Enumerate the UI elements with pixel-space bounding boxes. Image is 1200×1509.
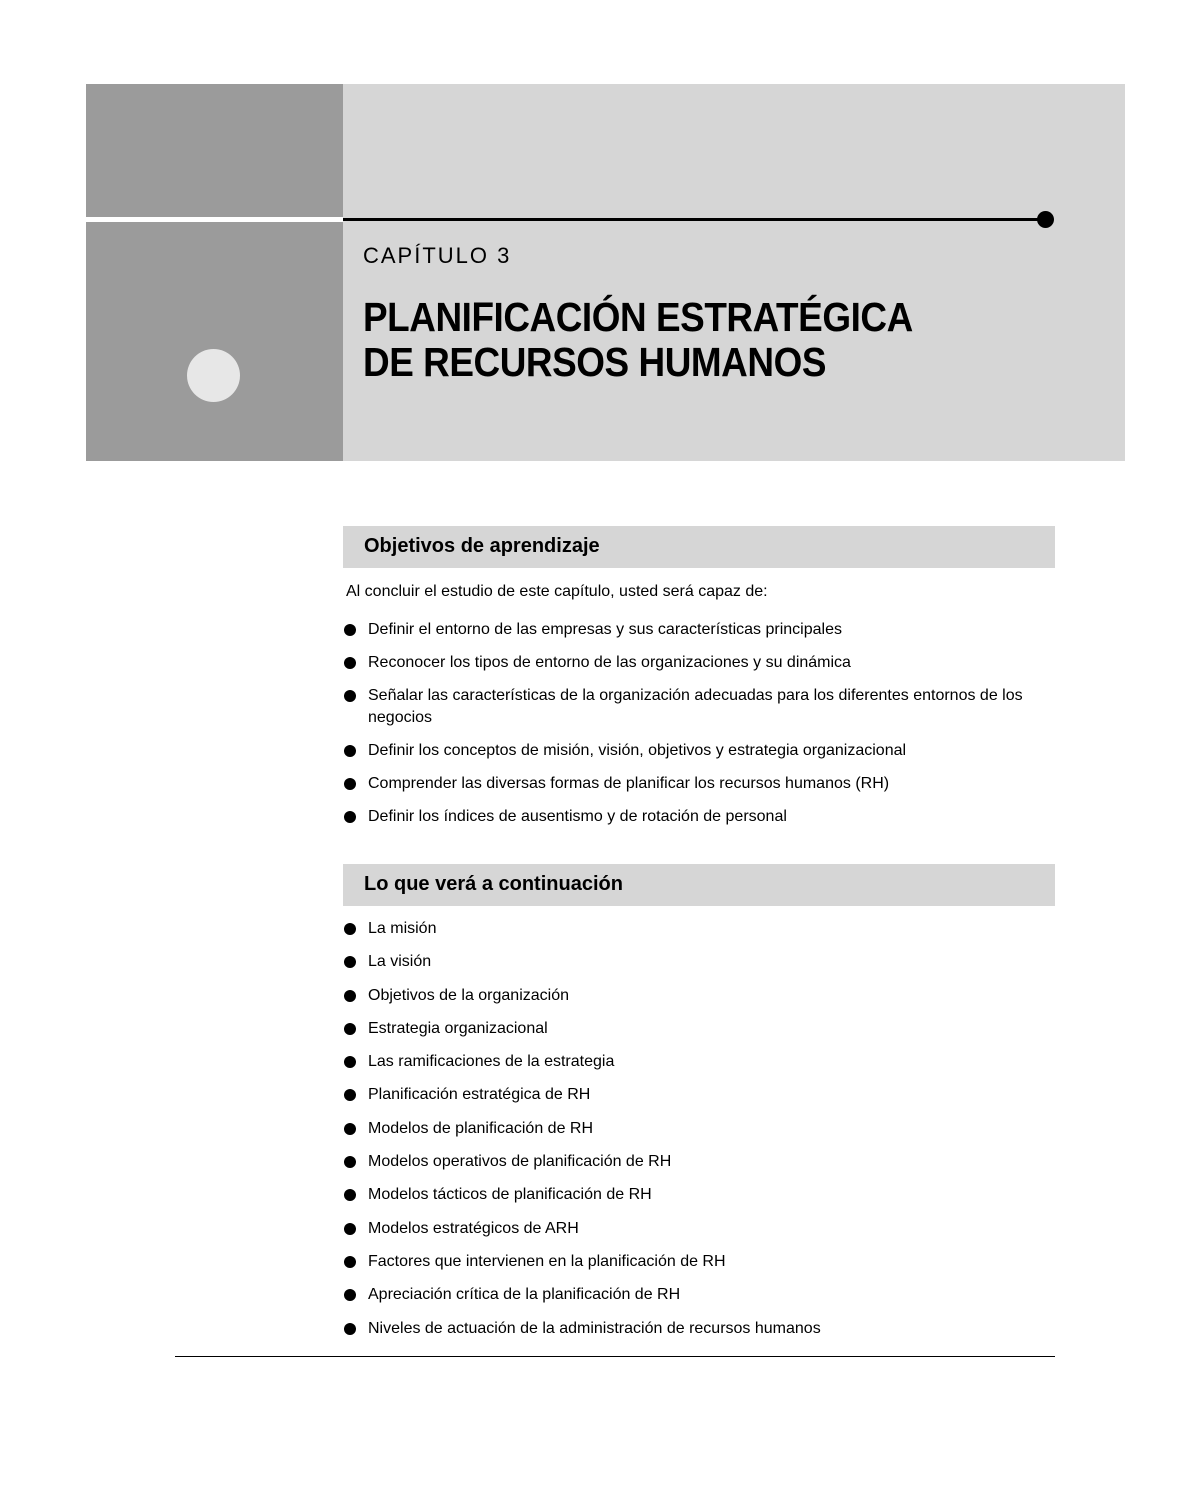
list-item: Planificación estratégica de RH xyxy=(343,1084,1043,1106)
chapter-title xyxy=(363,295,913,385)
chapter-title-line-1: PLANIFICACIÓN ESTRATÉGICA xyxy=(363,294,913,340)
contents-list xyxy=(343,918,1043,1351)
bottom-rule xyxy=(175,1356,1055,1357)
objectives-list xyxy=(343,619,1043,839)
header-rule-dot xyxy=(1037,211,1054,228)
list-item: Definir el entorno de las empresas y sus características principales xyxy=(343,619,1043,641)
header-separator xyxy=(86,217,343,222)
contents-heading: Lo que verá a continuación xyxy=(364,873,623,895)
list-item: Modelos operativos de planificación de RH xyxy=(343,1151,1043,1173)
list-item: Señalar las características de la organización adecuadas para los diferentes entornos de los negocios xyxy=(343,685,1043,729)
contents-heading-bar xyxy=(343,864,1055,906)
objectives-heading-bar xyxy=(343,526,1055,568)
list-item: Modelos estratégicos de ARH xyxy=(343,1218,1043,1240)
list-item: Estrategia organizacional xyxy=(343,1018,1043,1040)
list-item: Las ramificaciones de la estrategia xyxy=(343,1051,1043,1073)
list-item: Modelos tácticos de planificación de RH xyxy=(343,1184,1043,1206)
list-item: Definir los índices de ausentismo y de rotación de personal xyxy=(343,806,1043,828)
chapter-title-line-2: DE RECURSOS HUMANOS xyxy=(363,339,826,385)
list-item: Apreciación crítica de la planificación de RH xyxy=(343,1284,1043,1306)
list-item: Reconocer los tipos de entorno de las organizaciones y su dinámica xyxy=(343,652,1043,674)
objectives-heading: Objetivos de aprendizaje xyxy=(364,535,600,557)
objectives-intro: Al concluir el estudio de este capítulo, usted será capaz de: xyxy=(346,583,768,600)
list-item: Factores que intervienen en la planificación de RH xyxy=(343,1251,1043,1273)
list-item: Objetivos de la organización xyxy=(343,985,1043,1007)
list-item: Modelos de planificación de RH xyxy=(343,1118,1043,1140)
header-rule-line xyxy=(343,218,1043,221)
list-item: Comprender las diversas formas de planificar los recursos humanos (RH) xyxy=(343,773,1043,795)
list-item: Niveles de actuación de la administración de recursos humanos xyxy=(343,1318,1043,1340)
header-light-panel xyxy=(343,84,1125,461)
header-dark-panel-top xyxy=(86,84,343,217)
header-dark-panel-bottom xyxy=(86,222,343,461)
list-item: Definir los conceptos de misión, visión, objetivos y estrategia organizacional xyxy=(343,740,1043,762)
list-item: La visión xyxy=(343,951,1043,973)
list-item: La misión xyxy=(343,918,1043,940)
decorative-circle xyxy=(187,349,240,402)
chapter-label: CAPÍTULO 3 xyxy=(363,243,512,268)
